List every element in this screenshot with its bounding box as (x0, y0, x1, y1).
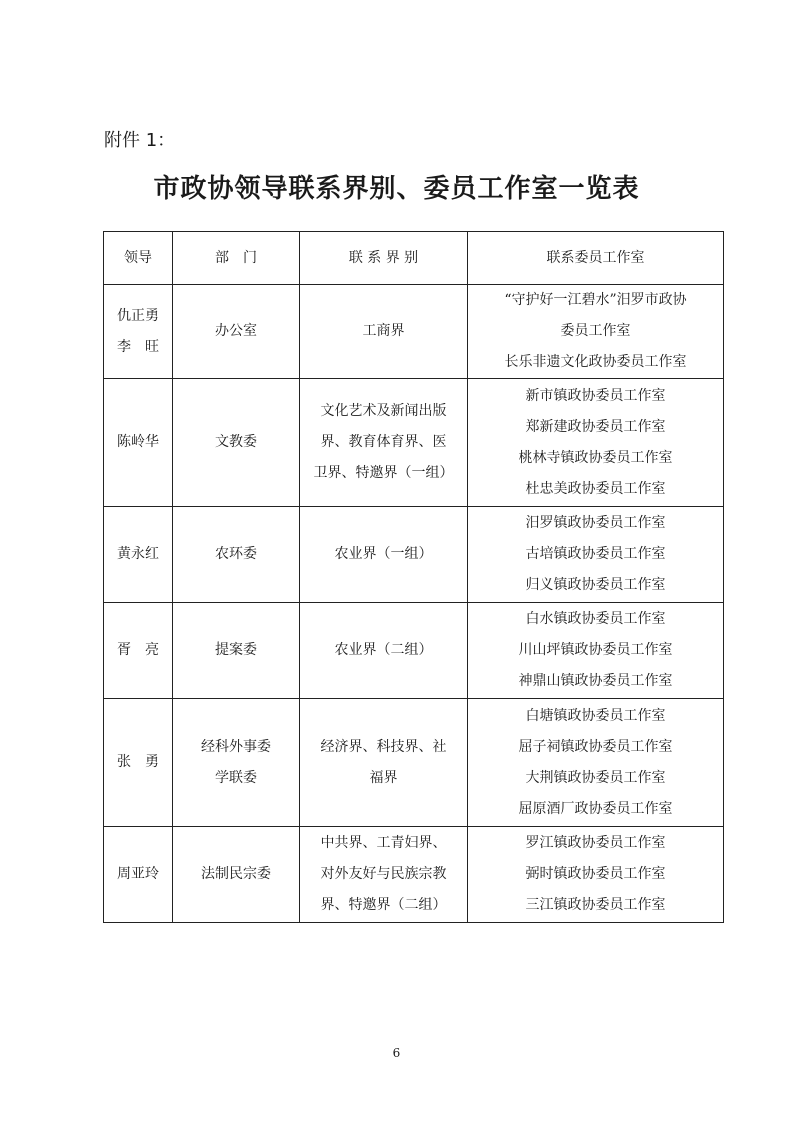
sector-cell (300, 507, 468, 603)
studio-cell-line: 归义镇政协委员工作室 (525, 577, 666, 593)
table-header-row (104, 232, 724, 285)
studio-cell-line: 桃林寺镇政协委员工作室 (518, 449, 673, 466)
leader-cell (104, 827, 173, 923)
studio-cell-line: 汨罗镇政协委员工作室 (525, 515, 666, 531)
studio-cell-line: 三江镇政协委员工作室 (525, 897, 666, 913)
studio-cell (468, 285, 724, 379)
header-leader: 领导 (104, 232, 173, 285)
studio-cell-line: 新市镇政协委员工作室 (525, 387, 666, 404)
leader-cell (104, 507, 173, 603)
studio-cell-line: “守护好一江碧水”汨罗市政协 (504, 292, 687, 308)
sector-cell-line: 福界 (369, 769, 398, 786)
header-sector: 联 系 界 别 (300, 232, 468, 285)
leader-cell (104, 285, 173, 379)
studio-cell-line: 川山坪镇政协委员工作室 (518, 642, 673, 658)
department-cell-line: 办公室 (215, 323, 257, 339)
studio-cell-line: 白塘镇政协委员工作室 (525, 707, 666, 724)
sector-cell-line: 经济界、科技界、社 (320, 738, 447, 755)
department-cell-line: 提案委 (215, 642, 257, 658)
department-cell (173, 507, 300, 603)
department-cell-line: 法制民宗委 (201, 866, 271, 882)
liaison-table (103, 231, 724, 923)
sector-cell (300, 379, 468, 507)
studio-cell-line: 大荆镇政协委员工作室 (525, 769, 666, 786)
table-row (104, 285, 724, 379)
department-cell-line: 农环委 (215, 546, 257, 562)
page-number: 6 (392, 1046, 401, 1060)
department-cell-line: 文教委 (215, 434, 257, 450)
leader-cell-line: 黄永红 (117, 546, 159, 562)
sector-cell-line: 界、教育体育界、医 (320, 434, 447, 450)
studio-cell-line: 神鼎山镇政协委员工作室 (518, 673, 673, 689)
sector-cell-line: 文化艺术及新闻出版 (320, 403, 447, 419)
sector-cell (300, 285, 468, 379)
leader-cell-line: 张 勇 (117, 754, 159, 770)
sector-cell-line: 工商界 (362, 323, 405, 339)
sector-cell-line: 农业界（二组） (334, 642, 433, 658)
department-cell (173, 603, 300, 699)
studio-cell-line: 屈子祠镇政协委员工作室 (518, 738, 673, 755)
sector-cell-line: 对外友好与民族宗教 (320, 866, 447, 882)
sector-cell (300, 603, 468, 699)
sector-cell (300, 699, 468, 827)
leader-cell-line: 陈岭华 (117, 434, 159, 450)
department-cell-line: 经科外事委 (201, 738, 271, 755)
leader-cell (104, 379, 173, 507)
department-cell (173, 827, 300, 923)
header-studio: 联系委员工作室 (468, 232, 724, 285)
header-department: 部 门 (173, 232, 300, 285)
sector-cell (300, 827, 468, 923)
sector-cell-line: 中共界、工青妇界、 (320, 835, 447, 851)
studio-cell-line: 长乐非遗文化政协委员工作室 (504, 354, 687, 370)
attachment-label: 附件 1： (104, 130, 176, 151)
table-row (104, 603, 724, 699)
studio-cell-line: 弼时镇政协委员工作室 (525, 866, 666, 882)
studio-cell-line: 罗江镇政协委员工作室 (525, 835, 666, 851)
studio-cell-line: 郑新建政协委员工作室 (525, 418, 666, 435)
studio-cell-line: 杜忠美政协委员工作室 (525, 480, 666, 497)
studio-cell (468, 827, 724, 923)
leader-cell (104, 603, 173, 699)
studio-cell-line: 白水镇政协委员工作室 (525, 611, 666, 627)
leader-cell-line: 周亚玲 (117, 866, 159, 882)
studio-cell (468, 603, 724, 699)
table-row (104, 379, 724, 507)
sector-cell-line: 卫界、特邀界（一组） (313, 465, 454, 481)
leader-cell-line: 胥 亮 (117, 642, 159, 658)
studio-cell-line: 古培镇政协委员工作室 (525, 546, 666, 562)
sector-cell-line: 界、特邀界（二组） (320, 897, 447, 913)
department-cell-line: 学联委 (215, 769, 257, 786)
department-cell (173, 285, 300, 379)
department-cell (173, 699, 300, 827)
studio-cell (468, 379, 724, 507)
table-row (104, 507, 724, 603)
page-title: 市政协领导联系界别、委员工作室一览表 (153, 174, 640, 204)
studio-cell (468, 699, 724, 827)
department-cell (173, 379, 300, 507)
table-row (104, 827, 724, 923)
sector-cell-line: 农业界（一组） (334, 546, 433, 562)
studio-cell-line: 委员工作室 (560, 323, 631, 339)
studio-cell-line: 屈原酒厂政协委员工作室 (518, 800, 673, 817)
leader-cell-line: 李 旺 (117, 338, 159, 355)
table-row (104, 699, 724, 827)
studio-cell (468, 507, 724, 603)
leader-cell (104, 699, 173, 827)
leader-cell-line: 仇正勇 (117, 307, 159, 324)
